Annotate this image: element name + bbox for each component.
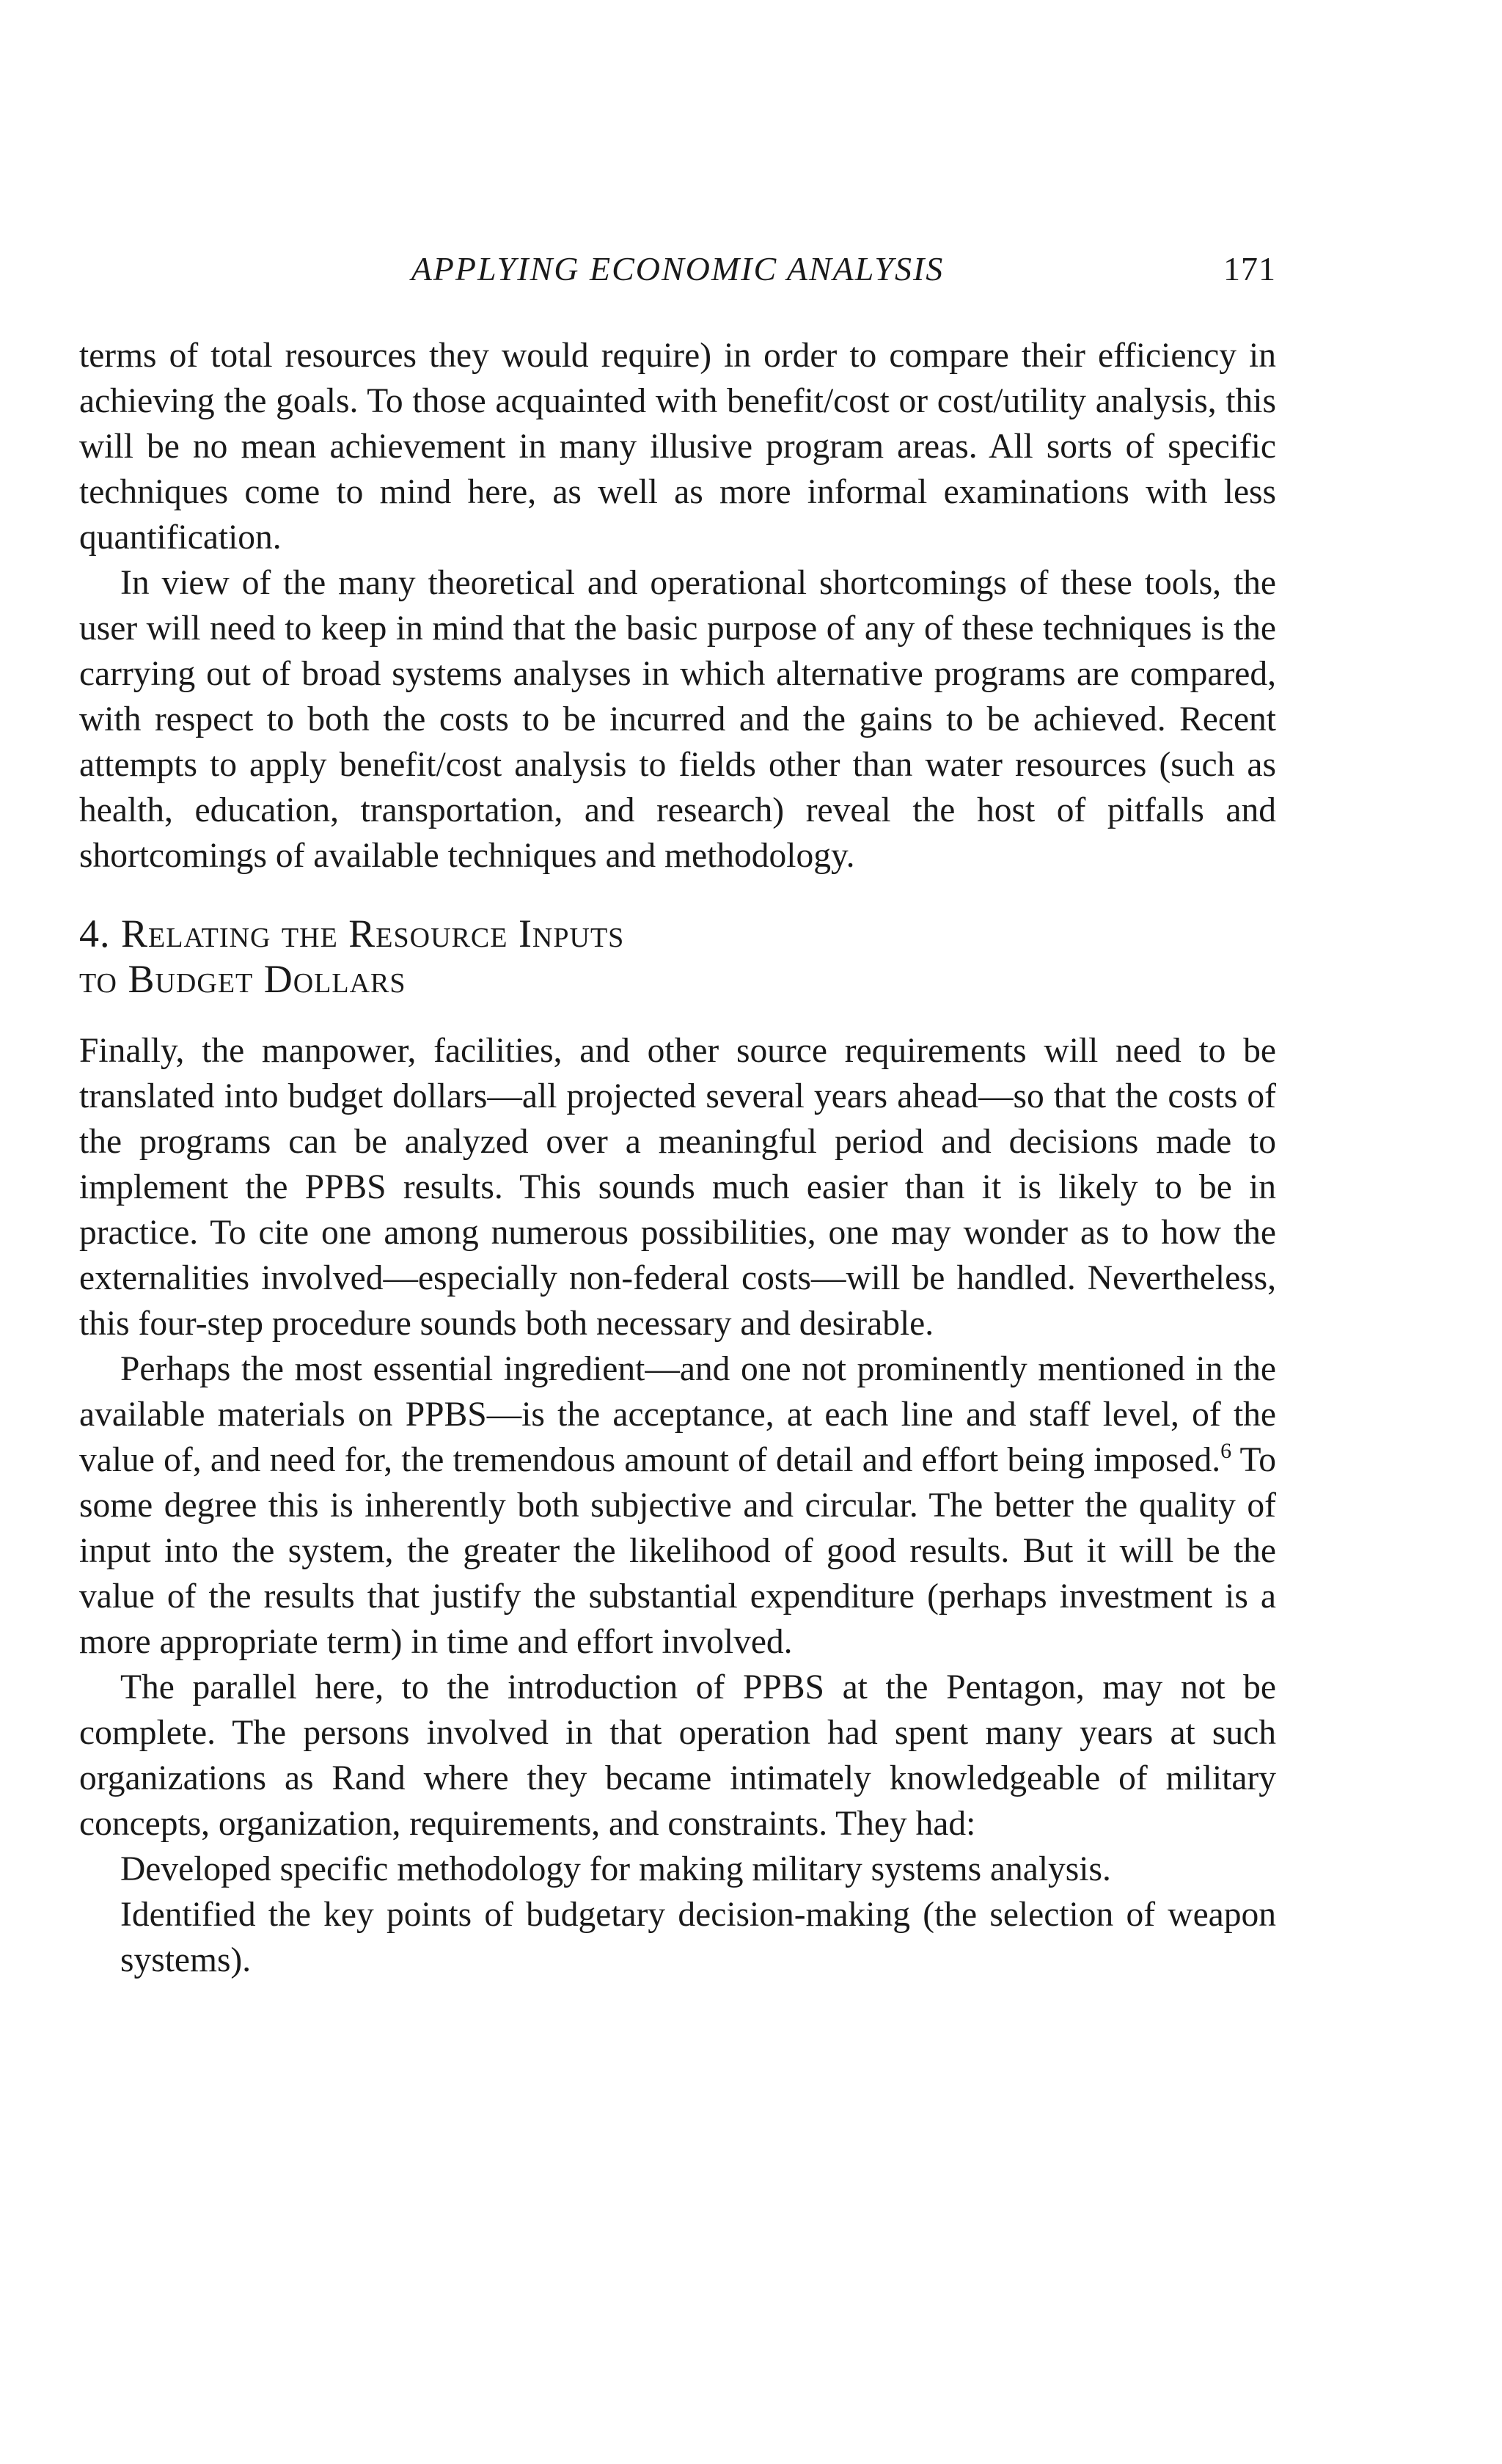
paragraph-essential-ingredient-text-a: Perhaps the most essential ingredient—and one not prominently mentioned in the available materials on PPBS—is the acceptance, at each line and staff level, of the value of, and need for, the tremendous amount of detail and effort being imposed. [79, 1350, 1276, 1479]
section-heading [79, 911, 1276, 1002]
paragraph-essential-ingredient-text-b: To some degree this is inherently both subjective and circular. The better the quality of input into the system, the greater the likelihood of good results. But it will be the value of the results that justify the substantial expenditure (perhaps investment is a more appropriate term) in time and effort involved. [79, 1441, 1276, 1661]
paragraph-continuation: terms of total resources they would require) in order to compare their efficiency in achieving the goals. To those acquainted with benefit/cost or cost/utility analysis, this will be no mean achievement in many illusive program areas. All sorts of specific techniques come to mind here, as well as more informal examinations with less quantification. [79, 337, 1276, 557]
page [79, 249, 1276, 1983]
paragraph-essential-ingredient [79, 1346, 1276, 1665]
section-heading-line-2: to Budget Dollars [79, 957, 406, 1001]
list-item: Developed specific methodology for making military systems analysis. [120, 1850, 1111, 1888]
paragraph-budget-dollars: Finally, the manpower, facilities, and other source requirements will need to be translated into budget dollars—all projected several years ahead—so that the costs of the programs can be analyzed over a meaningful period and decisions made to implement the PPBS results. This sounds much easier than it is likely to be in practice. To cite one among numerous possibilities, one may wonder as to how the externalities involved—especially non-federal costs—will be handled. Nevertheless, this four-step procedure sounds both necessary and desirable. [79, 1032, 1276, 1343]
section-heading-line-1: 4. Relating the Resource Inputs [79, 912, 625, 956]
capabilities-list [79, 1847, 1276, 1983]
paragraph-pentagon-parallel: The parallel here, to the introduction of PPBS at the Pentagon, may not be complete. The persons involved in that operation had spent many years at such organizations as Rand where they became intimately knowledgeable of military concepts, organization, requirements, and constraints. They had: [79, 1668, 1276, 1843]
footnote-reference: 6 [1220, 1439, 1232, 1463]
list-item: Identified the key points of budgetary decision-making (the selection of weapon systems). [120, 1896, 1276, 1979]
paragraph-shortcomings: In view of the many theoretical and operational shortcomings of these tools, the user will need to keep in mind that the basic purpose of any of these techniques is the carrying out of broad systems analyses in which alternative programs are compared, with respect to both the costs to be incurred and the gains to be achieved. Recent attempts to apply benefit/cost analysis to fields other than water resources (such as health, education, transportation, and research) reveal the host of pitfalls and shortcomings of available techniques and methodology. [79, 564, 1276, 875]
running-head-title: APPLYING ECONOMIC ANALYSIS [411, 250, 945, 287]
page-number: 171 [1223, 250, 1276, 287]
running-head [79, 249, 1276, 308]
